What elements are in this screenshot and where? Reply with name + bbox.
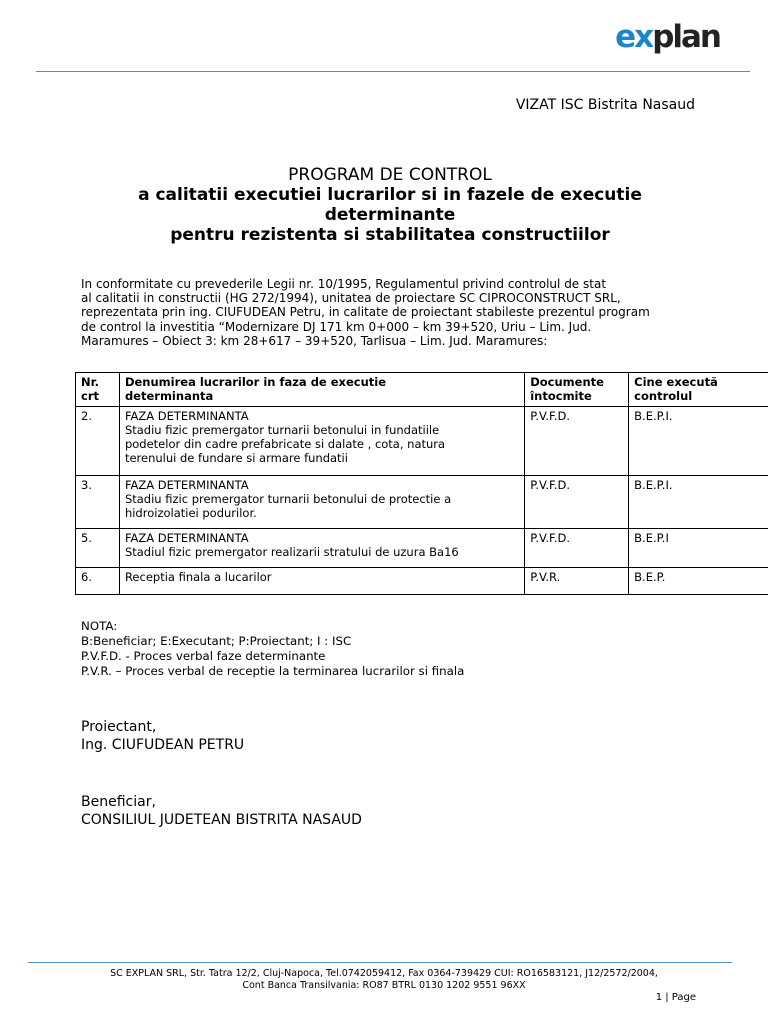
table-header-row <box>76 373 768 407</box>
header-divider <box>36 71 750 72</box>
title-line-1: PROGRAM DE CONTROL <box>288 165 492 185</box>
intro-paragraph: In conformitate cu prevederile Legii nr. 10/1995, Regulamentul privind controlul de stat al calitatii in constructii (HG 272/1994), unitatea de proiectare SC CIPROCONSTRUCT SRL, reprezentata prin ing. CIUFUDEAN Petru, in calitate de proiectant stabileste prezentul program de control la investitia “Modernizare DJ 171 km 0+000 – km 39+520, Uriu – Lim. Jud. Maramures – Obiect 3: km 28+617 – 39+520, Tarlisua – Lim. Jud. Maramures: <box>81 277 650 348</box>
footer-text <box>0 968 768 992</box>
header-cine: Cine execută controlul <box>629 373 768 407</box>
table-row <box>76 568 768 595</box>
nota-section: NOTA: B:Beneficiar; E:Executant; P:Proiectant; I : ISC P.V.F.D. - Proces verbal faze determinante P.V.R. – Proces verbal de receptie la terminarea lucrarilor si finala <box>81 619 465 678</box>
title-line-4: pentru rezistenta si stabilitatea constructiilor <box>170 225 610 245</box>
table-row <box>76 529 768 568</box>
page-number: 1 | Page <box>655 992 696 1003</box>
vizat-text: VIZAT ISC Bistrita Nasaud <box>515 97 695 113</box>
cell-nr: 6. <box>76 568 120 595</box>
explan-logo <box>615 19 720 55</box>
header-denumire: Denumirea lucrarilor in faza de executie determinanta <box>119 373 524 407</box>
cell-nr: 3. <box>76 476 120 529</box>
beneficiar-role: Beneficiar, <box>81 794 156 810</box>
cell-denumire: FAZA DETERMINANTA Stadiul fizic premergator realizarii stratului de uzura Ba16 <box>119 529 524 568</box>
table-row <box>76 407 768 476</box>
table-row <box>76 476 768 529</box>
logo-prefix: ex <box>615 19 653 55</box>
cell-cine: B.E.P.I <box>629 529 768 568</box>
cell-denumire: FAZA DETERMINANTA Stadiu fizic premergator turnarii betonului in fundatiile podetelor din cadre prefabricate si dalate , cota, natura terenului de fundare si armare fundatii <box>119 407 524 476</box>
cell-cine: B.E.P. <box>629 568 768 595</box>
cell-nr: 5. <box>76 529 120 568</box>
proiectant-signature <box>81 718 244 754</box>
header-documente: Documente întocmite <box>525 373 629 407</box>
beneficiar-signature <box>81 793 362 829</box>
footer-divider <box>28 962 732 963</box>
proiectant-role: Proiectant, <box>81 719 157 735</box>
footer-line-2: Cont Banca Transilvania: RO87 BTRL 0130 1202 9551 96XX <box>242 980 526 991</box>
cell-cine: B.E.P.I. <box>629 407 768 476</box>
footer-line-1: SC EXPLAN SRL, Str. Tatra 12/2, Cluj-Napoca, Tel.0742059412, Fax 0364-739429 CUI: RO16583121, J12/2572/2004, <box>110 968 658 979</box>
title-line-2: a calitatii executiei lucrarilor si in fazele de executie <box>138 185 642 205</box>
cell-denumire: FAZA DETERMINANTA Stadiu fizic premergator turnarii betonului de protectie a hidroizolatiei podurilor. <box>119 476 524 529</box>
cell-documente: P.V.F.D. <box>525 476 629 529</box>
beneficiar-name: CONSILIUL JUDETEAN BISTRITA NASAUD <box>81 812 362 828</box>
cell-documente: P.V.F.D. <box>525 529 629 568</box>
document-title <box>80 165 700 245</box>
cell-documente: P.V.F.D. <box>525 407 629 476</box>
logo-suffix: plan <box>652 19 720 55</box>
cell-documente: P.V.R. <box>525 568 629 595</box>
cell-denumire: Receptia finala a lucarilor <box>119 568 524 595</box>
proiectant-name: Ing. CIUFUDEAN PETRU <box>81 737 245 753</box>
control-table <box>75 372 768 595</box>
header-nr: Nr. crt <box>76 373 120 407</box>
cell-cine: B.E.P.I. <box>629 476 768 529</box>
cell-nr: 2. <box>76 407 120 476</box>
title-line-3: determinante <box>324 205 456 225</box>
